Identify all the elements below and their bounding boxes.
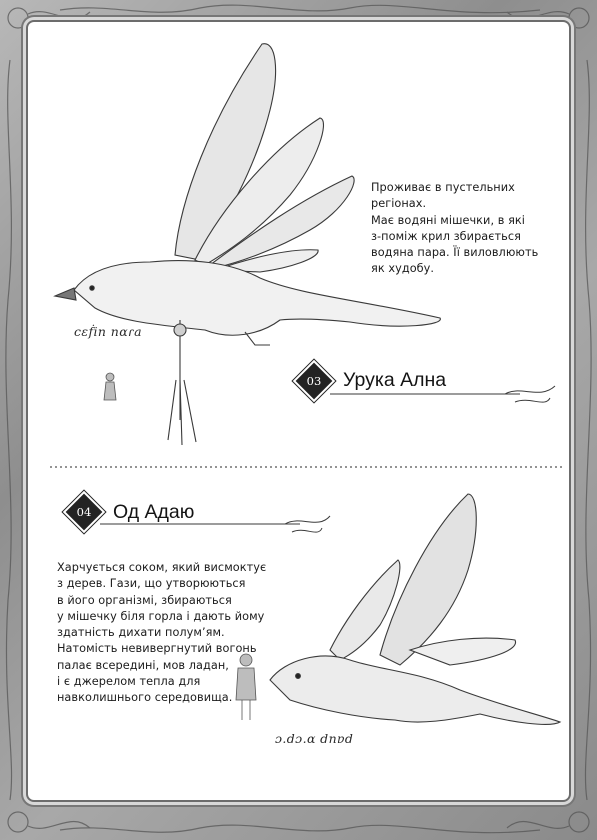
badge-number: 03 bbox=[306, 374, 322, 388]
badge-number: 04 bbox=[76, 505, 92, 519]
description-03: Проживає в пустельних регіонах. Має водяні мішечки, в які з-поміж крил збирається водяна пара. Її виловлюють як худобу. bbox=[371, 181, 539, 276]
entry-title-03: Урука Ална bbox=[343, 369, 447, 391]
entry-title-04: Од Адаю bbox=[113, 501, 195, 523]
creature-04-illustration bbox=[270, 494, 560, 724]
description-04: Харчується соком, який висмоктує з дерев. Гази, що утворюються в його організмі, збираються у мішечку біля горла і дають йому здатність дихати полум’ям. Натомість невивергнутий вогонь палає всередині, мов ладан, і є джерелом тепла для навколишнього середовища. bbox=[57, 561, 267, 705]
entry-number-badge-04 bbox=[71, 499, 97, 525]
fictional-script-label-03: cɛḟin nɑɾa bbox=[74, 324, 142, 339]
fictional-script-label-04: ɔ.dɔ.ɑ dnɐd bbox=[275, 731, 354, 746]
human-scale-figure-03 bbox=[104, 373, 116, 400]
entry-number-badge-03 bbox=[301, 368, 327, 394]
